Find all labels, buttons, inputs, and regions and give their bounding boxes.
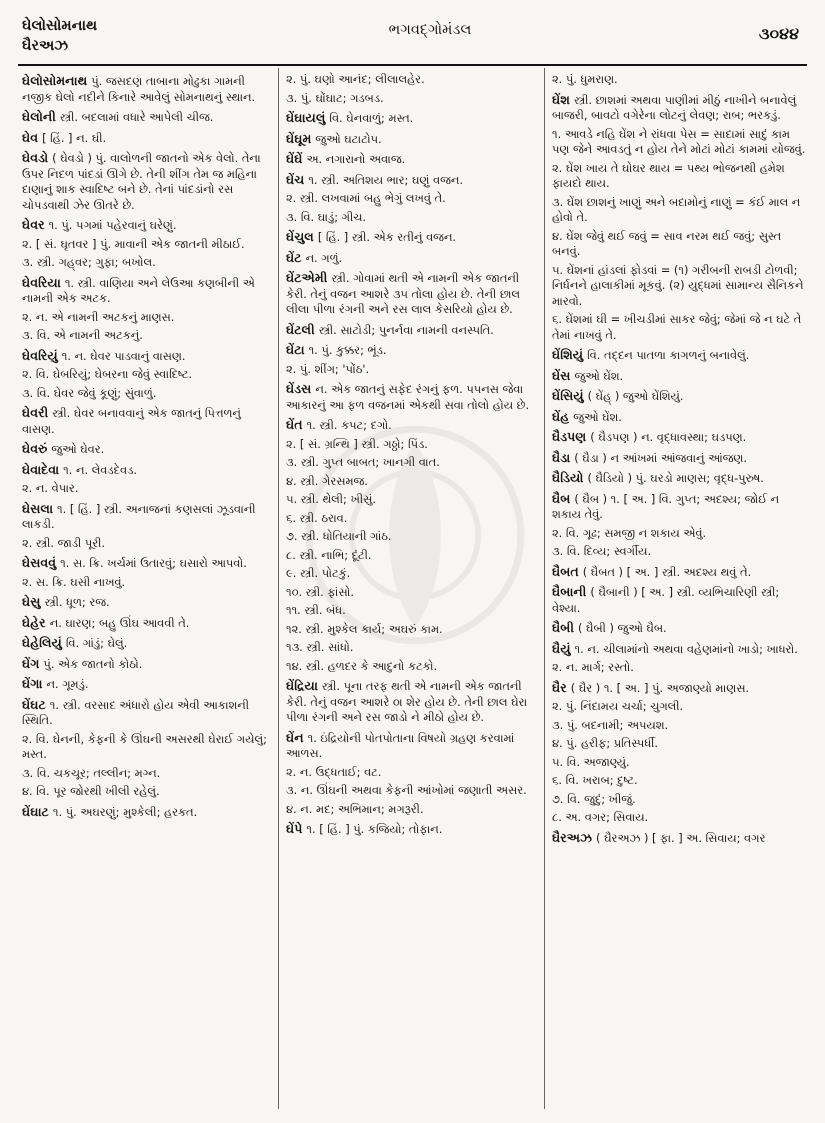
definition-text: [ હિં. ] સ્ત્રી. એક રતીનું વજન. — [317, 230, 457, 244]
dictionary-entry — [22, 367, 270, 383]
definition-text: ૨. સ. ક્રિ. ઘસી નાખવું. — [22, 574, 126, 589]
headword: ઘેંશ — [552, 91, 570, 107]
definition-text: ૨. પું. ધુમરાણ. — [552, 72, 618, 86]
dictionary-entry — [22, 108, 270, 126]
dictionary-entry — [552, 679, 806, 697]
definition-text: ૩. ઘેંશ છાશનું ખાણું અને બદામોનું નાણું = કંઈ માલ ન હોવો તે. — [552, 194, 801, 224]
definition-text: ૮. સ્ત્રી. નાભિ; દૂંટી. — [286, 547, 372, 562]
definition-text: ૯. સ્ત્રી. પોટકું. — [286, 566, 351, 580]
headword: ઘેવરિયા — [22, 274, 61, 290]
headword: ઘૈડા — [552, 449, 571, 465]
dictionary-entry — [286, 677, 534, 726]
definition-text: ન. ગળું. — [305, 250, 343, 265]
definition-text: ૨. પું. નિંદામય ચર્ચા; ચુગલી. — [552, 699, 684, 713]
definition-text: સ્ત્રી. ઘેવર બનાવવાનું એક જાતનું પિત્તળનું વાસણ. — [22, 406, 241, 436]
dictionary-entry — [552, 428, 806, 446]
dictionary-entry — [552, 346, 806, 364]
dictionary-entry — [552, 792, 806, 808]
definition-text: ૨. વિ. ઘેબરિયું; ઘેબરના જેવું સ્વાદિષ્ટ. — [22, 367, 193, 381]
dictionary-entry — [22, 655, 270, 673]
headword: ઘેંસિયું — [552, 388, 584, 403]
headword: ઘેંચ — [286, 171, 305, 187]
dictionary-entry — [552, 640, 806, 658]
dictionary-entry — [552, 736, 806, 752]
definition-text: વિ. તદ્દન પાતળા કાગળનું બનાવેલું. — [587, 348, 750, 362]
dictionary-entry — [22, 634, 270, 652]
definition-text: ૧૩. સ્ત્રી. સાંધો. — [286, 640, 354, 654]
dictionary-entry — [286, 511, 534, 527]
dictionary-entry — [286, 529, 534, 545]
dictionary-entry — [286, 210, 534, 226]
headword: ઘૈબાની — [552, 584, 587, 599]
definition-text: ૧૧. સ્ત્રી. બંધ. — [286, 603, 346, 617]
definition-text: ૧. ન. ચીલામાંનો અથવા વહેણમાંનો ખાડો; ખાધરો. — [574, 641, 798, 656]
definition-text: ૨. સ્ત્રી. જાડી પૂરી. — [22, 535, 106, 550]
dictionary-entry — [286, 249, 534, 267]
dictionary-entry — [286, 91, 534, 107]
dictionary-entry — [552, 773, 806, 789]
definition-text: ૧૦. સ્ત્રી. ફાંસો. — [286, 584, 355, 599]
definition-text: ન. એક જાતનું સફેદ રંગનું ફળ. પપનસ જેવા આકારનું આ ફળ વજનમાં એકથી સવા તોલો હોય છે. — [286, 382, 530, 412]
running-title: ભગવદ્ગોમંડલ — [388, 22, 472, 38]
definition-text: ૧. સ્ત્રી. વાણિયા અને લેઉઆ કણબીની એ નામની એક અટક. — [22, 275, 255, 305]
definition-text: ( ઘૈબાની ) [ અ. ] સ્ત્રી. વ્યભિચારિણી સ્ત્રી; વેશ્યા. — [552, 585, 780, 615]
dictionary-entry — [22, 328, 270, 344]
dictionary-entry — [552, 195, 806, 226]
definition-text: ૩. વિ. ચકચૂર; તલ્લીન; મગ્ન. — [22, 765, 161, 780]
headword: ઘેસલા — [22, 500, 54, 516]
dictionary-entry — [286, 492, 534, 508]
dictionary-entry — [286, 802, 534, 818]
dictionary-entry — [286, 109, 534, 127]
definition-text: સ્ત્રી. ધૂળ; રજ. — [44, 595, 110, 609]
dictionary-entry — [286, 150, 534, 168]
dictionary-entry — [22, 536, 270, 552]
dictionary-entry — [552, 449, 806, 467]
definition-text: ( ઘૈડા ) ન આંખમાં આંજવાનું આંજણ. — [574, 450, 747, 465]
headword: ઘેંઘાટ — [22, 803, 49, 819]
headword: ઘેંઘેં — [286, 151, 303, 166]
dictionary-entry — [286, 416, 534, 434]
dictionary-entry — [286, 585, 534, 601]
dictionary-entry — [22, 803, 270, 821]
dictionary-entry — [22, 500, 270, 533]
definition-text: ૩. વિ. ઘાડું; ગીચ. — [286, 209, 366, 224]
definition-text: [ હિં. ] ન. ઘી. — [42, 130, 107, 145]
dictionary-entry — [552, 490, 806, 523]
dictionary-entry — [552, 387, 806, 405]
headword: ઘેલોની — [22, 109, 56, 124]
dictionary-entry — [552, 526, 806, 542]
headword: ઘેવાદેવા — [22, 461, 60, 477]
dictionary-entry — [552, 755, 806, 771]
definition-text: ૫. સ્ત્રી. થેલી; ખીસું. — [286, 492, 376, 506]
definition-text: ૧. પું. અઘરણું; મુશ્કેલી; હરકત. — [52, 804, 198, 819]
headword: ઘેંગ — [22, 655, 40, 671]
definition-text: ૭. સ્ત્રી. ધોતિયાની ગાંઠ. — [286, 529, 392, 543]
definition-text: ૧૨. સ્ત્રી. મુશ્કેલ કાર્ય; અઘરું કામ. — [286, 621, 443, 636]
definition-text: ૬. ઘેંશમાં ઘી = ખીચડીમાં સાકર જેવું; જેમાં જે ન ઘટે તે તેમાં નાખવું તે. — [552, 312, 802, 342]
definition-text: ( ઘૈર ) ૧. [ અ. ] પું. અજાણ્યો માણસ. — [570, 680, 750, 695]
dictionary-entry — [552, 229, 806, 260]
dictionary-entry — [552, 619, 806, 637]
dictionary-entry — [552, 367, 806, 385]
headword: ઘૈડિયો — [552, 470, 584, 485]
headword: ઘેંપે — [286, 821, 303, 836]
dictionary-entry — [552, 718, 806, 734]
definition-text: ૧. [ હિં. ] સ્ત્રી. અનાજનાં કણસલાં ઝૂડવાની લાકડી. — [22, 501, 256, 531]
definition-text: ૩. વિ. દિવ્ય; સ્વર્ગીય. — [552, 544, 652, 558]
definition-text: ૨. ન. એ નામની અટકનું માણસ. — [22, 309, 175, 324]
headword: ઘેવરિયું — [22, 347, 58, 363]
dictionary-entry — [552, 263, 806, 310]
dictionary-entry — [552, 469, 806, 487]
dictionary-entry — [22, 237, 270, 253]
definition-text: ૧. સ્ત્રી. વરસાદ અંધારો હોય એવી આકાશની સ્થિતિ. — [22, 697, 250, 727]
headword: ઘૈબત — [552, 563, 579, 579]
definition-text: ( ઘૈબત ) [ અ. ] સ્ત્રી. અદશ્ય થવું તે. — [582, 564, 752, 579]
dictionary-entry — [286, 362, 534, 378]
definition-text: ૭. વિ. જુદું; ખીજું. — [552, 791, 636, 806]
dictionary-entry — [552, 127, 806, 158]
headword: ઘેંઘાયલું — [286, 110, 326, 125]
dictionary-column-2 — [286, 72, 534, 1107]
dictionary-entry — [286, 269, 534, 318]
definition-text: ૪. વિ. પૂર જોરથી ખીલી રહેલું. — [22, 784, 160, 798]
headword: ઘૈયું — [552, 640, 571, 656]
definition-text: ૪. ન. મદ; અભિમાન; મગરૂરી. — [286, 801, 424, 816]
dictionary-entry — [22, 614, 270, 632]
dictionary-entry — [552, 583, 806, 616]
definition-text: ૨. વિ. ઘેનની, કેફની કે ઊંઘની અસરથી ઘેરાઈ ગયેલું; મસ્ત. — [22, 731, 267, 761]
dictionary-entry — [552, 544, 806, 560]
headword: ઘેંઘટ — [22, 696, 46, 712]
headword: ઘેસુ — [22, 594, 41, 609]
dictionary-entry — [286, 622, 534, 638]
headword: ઘેવરી — [22, 405, 49, 420]
definition-text: સ્ત્રી. બદલામાં વધારે આપેલી ચીજ. — [59, 110, 214, 124]
definition-text: ૨. વિ. ગૂઢ; સમજી ન શકાય એવું. — [552, 525, 707, 540]
headword: ઘેલોસોમનાથ — [22, 73, 88, 88]
dictionary-entry — [286, 171, 534, 189]
dictionary-entry — [22, 72, 270, 105]
headword: ઘૈબી — [552, 620, 574, 635]
definition-text: ૨. ન. ઉદ્ધતાઈ; વટ. — [286, 764, 382, 779]
definition-text: ( ઘૈબ ) ૧. [ અ. ] વિ. ગુપ્ત; અદશ્ય; જોઈ ન શકાય તેવું. — [552, 491, 780, 521]
dictionary-entry — [286, 566, 534, 582]
definition-text: ૨. પું. ઘણો આનંદ; લીલાલહેર. — [286, 72, 425, 86]
definition-text: ૮. અ. વગર; સિવાય. — [552, 810, 649, 824]
headword: ઘેવર — [22, 217, 45, 232]
dictionary-entry — [22, 766, 270, 782]
definition-text: ( ઘૈરઅઝ ) [ ફા. ] અ. સિવાય; વગર — [596, 830, 766, 845]
definition-text: સ્ત્રી. છાશમાં અથવા પાણીમાં મીઠું નાખીને બનાવેલું બાજરી, બાવટો વગેરેના લોટનું લેવણ; રાબ; ભરકડું. — [552, 92, 797, 122]
dictionary-entry — [552, 408, 806, 426]
definition-text: વિ. ગાંડું; ઘેલું. — [65, 636, 128, 650]
definition-text: ન. ગૂમડું. — [46, 677, 89, 691]
definition-text: ૨. પું. શીંગ; 'પોંઠ'. — [286, 361, 370, 376]
dictionary-entry — [22, 696, 270, 729]
definition-text: ૩. પું. ઘોંઘાટ; ગડબડ. — [286, 90, 384, 105]
dictionary-entry — [286, 191, 534, 207]
guide-word-last: ઘૈરઅઝ — [22, 38, 69, 54]
dictionary-entry — [22, 575, 270, 591]
definition-text: ૧. ઇંદ્રિયોની પોતપોતાના વિષયો ગ્રહણ કરવામાં આળસ. — [286, 730, 515, 760]
dictionary-entry — [552, 699, 806, 715]
definition-text: જુઓ ઘેંશ. — [574, 368, 624, 383]
definition-text: ૩. વિ. ઘેવર જેવું કૂણું; સુંવાળું. — [22, 385, 157, 400]
definition-text: ( ઘૈડિયો ) પું. ઘરડો માણસ; વૃદ્ધ-પુરુષ. — [587, 471, 764, 485]
header-rule — [18, 64, 807, 66]
guide-word-first: ઘેલોસોમનાથ — [22, 18, 98, 34]
headword: ઘેંસ — [552, 367, 571, 383]
dictionary-entry — [286, 380, 534, 413]
dictionary-entry — [286, 455, 534, 471]
page-number: ૩૦૪૪ — [758, 24, 799, 43]
definition-text: સ્ત્રી. ગોવામાં થતી એ નામની એક જાતની કેરી. તેનું વજન આશરે ૩૫ તોલા હોય છે. તેની છાલ લીલા પીળા રંગની અને રસ લાલ કેસરિયો હોય છે. — [286, 271, 521, 316]
definition-text: ૫. ઘેંશનાં હાંડલાં ફોડવાં = (૧) ગરીબની રાબડી ટોળવી; નિર્ધનને હાલાકીમાં મૂકવું. (૨) યુદ્ધમાં સામાન્ય સૈનિકને મારવો. — [552, 262, 804, 308]
dictionary-entry — [22, 255, 270, 271]
dictionary-entry — [286, 130, 534, 148]
dictionary-entry — [286, 437, 534, 453]
dictionary-entry — [552, 312, 806, 343]
definition-text: ( ઘેંહ્ ) જુઓ ઘેંશિયું. — [587, 389, 684, 403]
headword: ઘૈબ — [552, 490, 571, 506]
definition-text: ૧. સ્ત્રી. કપટ; દગો. — [306, 418, 392, 432]
definition-text: જુઓ ઘેવર. — [51, 442, 105, 456]
definition-text: જુઓ ઘટાટોપ. — [315, 131, 382, 146]
headword: ઘેંત — [286, 417, 303, 432]
definition-text: ૧. પું. કુક્કર; ભૂંડ. — [308, 343, 387, 357]
headword: ઘૈર — [552, 679, 567, 695]
definition-text: ૧. પું. પગમાં પહેરવાનું ઘરેણું. — [48, 218, 177, 232]
headword: ઘેવડો — [22, 150, 49, 165]
definition-text: જુઓ ઘેંશ. — [573, 409, 622, 424]
headword: ઘેવ — [22, 129, 39, 145]
headword: ઘેંચુલ — [286, 229, 314, 244]
definition-text: ૬. વિ. ખરાબ; દુષ્ટ. — [552, 773, 638, 787]
definition-text: ૧. ન. ઘેવર પાડવાનું વાસણ. — [61, 348, 186, 363]
dictionary-entry — [552, 829, 806, 847]
dictionary-entry — [22, 593, 270, 611]
definition-text: ન. ઘારણ; બહુ ઊંઘ આવવી તે. — [49, 615, 190, 630]
dictionary-entry — [22, 404, 270, 437]
headword: ઘેસવવું — [22, 555, 57, 570]
headword: ઘેંદ્રિયા — [286, 678, 318, 693]
dictionary-entry — [286, 783, 534, 799]
dictionary-entry — [22, 310, 270, 326]
definition-text: ( ઘેવડો ) પું. વાલોળની જાતનો એક વેલો. તેના ઉપર નિદળ પાંદડાં ઊગે છે. તેની શીંગ તેમ જ મહિના દાણાનું શાક સ્વાદિષ્ટ બને છે. તેનાં પાંદડાંનો રસ ચોપડવાથી ઝેર ઊતરે છે. — [22, 151, 261, 212]
definition-text: ૬. સ્ત્રી. ઠરાવ. — [286, 510, 348, 525]
dictionary-entry — [552, 72, 806, 88]
headword: ઘૈડપણ — [552, 429, 587, 444]
definition-text: ૪. સ્ત્રી. ગેરસમજ. — [286, 473, 368, 488]
dictionary-entry — [22, 274, 270, 307]
definition-text: ૧૪. સ્ત્રી. હળદર કે આદુનો કટકો. — [286, 658, 438, 673]
definition-text: પું. જસદણ તાબાના મોઢુકા ગામની નજીક ઘેલો નદીને કિનારે આવેલું સોમનાથનું સ્થાન. — [22, 74, 256, 104]
definition-text: ( ઘૈબી ) જુઓ ઘૈબ. — [577, 621, 667, 635]
definition-text: ૨. [ સં. ઘૃતવર ] પું. માવાની એક જાતની મીઠાઈ. — [22, 236, 245, 251]
dictionary-entry — [22, 149, 270, 213]
dictionary-entry — [552, 660, 806, 676]
definition-text: અ. નગારાનો અવાજ. — [306, 152, 406, 166]
definition-text: સ્ત્રી. પૂના તરફ થતી એ નામની એક જાતની કેરી. તેનું વજન આશરે ૦ા શેર હોય છે. તેની છાલ ઘેરા પીળા રંગની અને રસ જાડો ને મીઠો હોય છે. — [286, 679, 528, 724]
dictionary-entry — [552, 91, 806, 124]
dictionary-entry — [22, 481, 270, 497]
dictionary-entry — [286, 659, 534, 675]
definition-text: સ્ત્રી. સાટોડી; પુનર્નવા નામની વનસ્પતિ. — [318, 322, 494, 337]
dictionary-entry — [286, 228, 534, 246]
headword: ઘેંશિયું — [552, 347, 584, 362]
headword: ઘેહેર — [22, 614, 46, 630]
dictionary-entry — [552, 563, 806, 581]
headword: ઘેંહ — [552, 408, 570, 424]
dictionary-entry — [286, 603, 534, 619]
dictionary-entry — [286, 820, 534, 838]
dictionary-entry — [22, 440, 270, 458]
dictionary-entry — [22, 386, 270, 402]
dictionary-entry — [22, 461, 270, 479]
headword: ઘેંડસ — [286, 381, 312, 396]
headword: ઘૈરઅઝ — [552, 829, 593, 845]
dictionary-entry — [286, 341, 534, 359]
headword: ઘેંટએમી — [286, 270, 328, 285]
dictionary-entry — [552, 161, 806, 192]
dictionary-entry — [286, 640, 534, 656]
definition-text: ૨. ન. માર્ગ; રસ્તો. — [552, 660, 634, 674]
definition-text: ૨. ઘેંશ ખાય તે ઘોઘર થાય = પથ્ય ભોજનથી હમેશ ફાયદો થાય. — [552, 160, 785, 190]
definition-text: ૧. આવડે નહિ ઘેંશ ને રાંધવા પેસ = સાદામાં સાદું કામ પણ જેને આવડતું ન હોય તેને મોટાં મોટાં કામમાં યોજવું. — [552, 126, 806, 156]
definition-text: ૩. વિ. એ નામની અટકનું. — [22, 328, 143, 342]
definition-text: ૨. સ્ત્રી. લખવામાં બહુ ભેગું લખવું તે. — [286, 191, 446, 205]
headword: ઘેવરું — [22, 441, 48, 456]
dictionary-entry — [286, 729, 534, 762]
dictionary-entry — [22, 554, 270, 572]
dictionary-entry — [22, 675, 270, 693]
headword: ઘેંઘૂમ — [286, 130, 312, 146]
dictionary-column-1 — [22, 72, 270, 1107]
headword: ઘેંટ — [286, 249, 302, 265]
dictionary-entry — [22, 129, 270, 147]
dictionary-entry — [22, 732, 270, 763]
definition-text: ૪. પું. હરીફ; પ્રતિસ્પર્ધી. — [552, 736, 659, 750]
definition-text: ૩. સ્ત્રી. ગહ્‌વર; ગુફા; બખોલ. — [22, 255, 156, 269]
column-divider — [544, 68, 545, 1109]
definition-text: ૫. વિ. અજાણ્યું. — [552, 754, 630, 769]
definition-text: ૨. ન. વેપાર. — [22, 481, 79, 495]
definition-text: પું. એક જાતનો કોઠો. — [43, 656, 143, 671]
definition-text: ૩. ન. ઊંઘની અથવા કેફની આંખોમાં જણાતી અસર. — [286, 783, 527, 797]
dictionary-entry — [286, 474, 534, 490]
definition-text: ૧. ન. લેવડદેવડ. — [63, 462, 137, 477]
dictionary-column-3 — [552, 72, 806, 1107]
headword: ઘેંન — [286, 729, 304, 745]
definition-text: ૧. [ હિં. ] પું. કજિયો; તોફાન. — [306, 822, 443, 836]
dictionary-entry — [22, 347, 270, 365]
definition-text: વિ. ઘેનવાળું; મસ્ત. — [329, 111, 414, 125]
definition-text: ૩. પું. બદનામી; અપયશ. — [552, 717, 669, 732]
dictionary-entry — [286, 548, 534, 564]
definition-text: ૨. [ સં. ગ્રન્થિ ] સ્ત્રી. ગઠ્ઠો; પિંડ. — [286, 436, 428, 451]
headword: ઘેહેલિયું — [22, 635, 62, 650]
definition-text: ૧. સ્ત્રી. અતિશય ભાર; ઘણું વજન. — [308, 172, 463, 187]
dictionary-entry — [22, 216, 270, 234]
headword: ઘેંટલી — [286, 321, 315, 337]
page-header — [0, 0, 825, 68]
headword: ઘેંટા — [286, 342, 305, 357]
definition-text: ૩. સ્ત્રી. ગુપ્ત બાબત; ખાનગી વાત. — [286, 455, 440, 469]
definition-text: ( ઘૈડપણ ) ન. વૃદ્ધાવસ્થા; ઘડપણ. — [590, 430, 747, 444]
definition-text: ૪. ઘેંશ જેવું થઈ જવું = સાવ નરમ થઈ જવું; સુસ્ત બનવું. — [552, 228, 782, 258]
dictionary-entry — [22, 784, 270, 800]
dictionary-entry — [286, 765, 534, 781]
dictionary-entry — [286, 72, 534, 88]
column-divider — [278, 68, 279, 1109]
dictionary-entry — [552, 810, 806, 826]
dictionary-entry — [286, 321, 534, 339]
headword: ઘેંગા — [22, 676, 43, 691]
definition-text: ૧. સ. ક્રિ. ખર્ચમાં ઉતારવું; ઘસારો આપવો. — [60, 556, 247, 570]
